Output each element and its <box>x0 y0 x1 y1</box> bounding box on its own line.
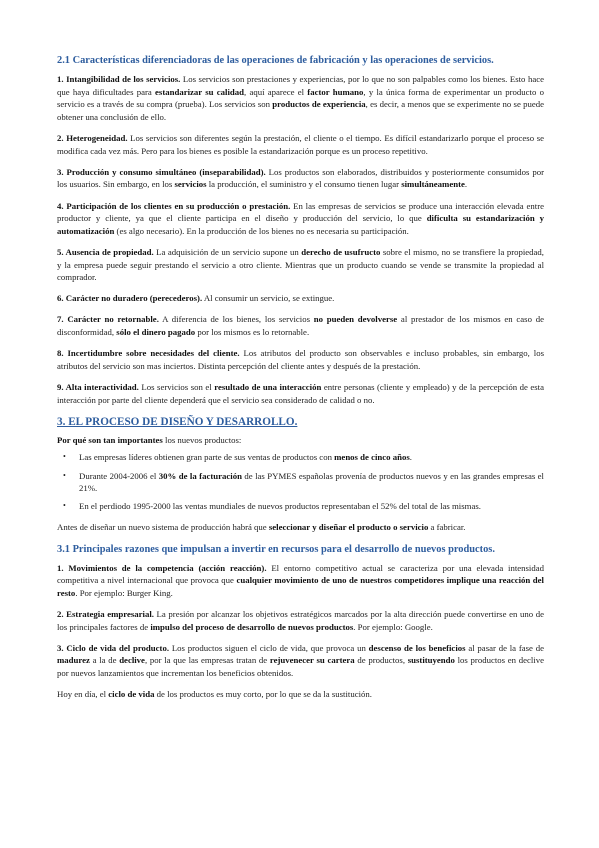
text-run: En el perdiodo 1995-2000 las ventas mundiales de nuevos productos representaban el 52% del total de las mismas. <box>79 501 481 512</box>
bold-text: servicios <box>174 179 207 190</box>
text-run: sobre el mismo, no se transfiere la propiedad, y la empresa puede seguir prestando el servicio a otro cliente. Mientras que un producto cuando se vende se transmite la propiedad al comprador. <box>57 246 544 283</box>
text-run: Durante 2004-2006 el <box>79 470 159 481</box>
text-run: , aquí aparece el <box>244 86 308 97</box>
characteristic-paragraph <box>57 246 544 284</box>
bold-text: estandarizar su calidad <box>155 86 245 97</box>
bold-text: dificulta su estandarización y automatización <box>57 213 544 236</box>
bold-text: Por qué son tan importantes <box>57 434 163 445</box>
text-run: de las PYMES españolas provenía de productos nuevos y en las grandes empresas el 21%. <box>79 470 544 494</box>
reason-paragraph <box>57 562 544 600</box>
bold-text: simultáneamente <box>401 179 465 190</box>
bold-text: cualquier movimiento de uno de nuestros competidores implique una reacción del resto <box>57 575 544 598</box>
bold-text: impulso del proceso de desarrollo de nuevos productos <box>150 621 354 632</box>
text-run: de los productos es muy corto, por lo que se da la sustitución. <box>154 689 372 700</box>
bold-text: 5. Ausencia de propiedad. <box>57 246 154 257</box>
text-run: la producción, el suministro y el consumo tienen lugar <box>206 179 402 190</box>
bold-text: 6. Carácter no duradero (perecederos). <box>57 293 203 304</box>
text-run: Los atributos del producto son observables e incluso probables, sin embargo, los atributos del servicio son mas inciertos. Distinta percepción del cliente antes y después de la prestación. <box>57 348 544 371</box>
section-2-1-list <box>57 73 544 406</box>
text-run: los productos en declive por nuevos lanzamientos que incrementan los beneficios obtenidos. <box>57 655 544 678</box>
characteristic-paragraph <box>57 132 544 157</box>
text-run: a la de <box>89 655 120 666</box>
reason-paragraph <box>57 608 544 633</box>
bold-text: descenso de los beneficios <box>368 642 466 653</box>
text-run: . Por ejemplo: Google. <box>353 621 433 632</box>
section-3-1-list <box>57 562 544 701</box>
text-run: . <box>409 452 412 463</box>
bullet-item <box>57 451 544 464</box>
characteristic-paragraph <box>57 73 544 123</box>
bold-text: productos de experiencia <box>272 99 366 110</box>
reason-paragraph <box>57 642 544 680</box>
bold-text: no pueden devolverse <box>313 314 398 325</box>
bold-text: menos de cinco años <box>334 452 410 463</box>
text-run: Al consumir un servicio, se extingue. <box>202 293 335 304</box>
text-run: a fabricar. <box>428 522 466 533</box>
characteristic-paragraph <box>57 292 544 305</box>
bold-text: madurez <box>57 655 90 666</box>
bullet-icon: • <box>63 501 66 511</box>
text-run: , y la única forma de experimentar un producto o servicio es a través de su compra (prueba). Los servicios son <box>57 86 544 110</box>
text-run: , por la que las empresas tratan de <box>144 655 270 666</box>
bold-text: 1. Movimientos de la competencia (acción reacción). <box>57 562 267 573</box>
bullet-item <box>57 500 544 513</box>
text-run: Los productos son elaborados, distribuidos y posteriormente consumidos por los usuarios. Sin embargo, en los <box>57 166 545 190</box>
section-3-bullet-list <box>57 451 544 512</box>
text-run: , es decir, a menos que se experimente no se puede obtener una conclusión de ello. <box>57 99 545 122</box>
bold-text: sólo el dinero pagado <box>116 327 196 338</box>
bold-text: declive <box>119 655 145 666</box>
bold-text: 9. Alta interactividad. <box>57 382 139 393</box>
bold-text: ciclo de vida <box>108 689 155 700</box>
text-run: Antes de diseñar un nuevo sistema de producción habrá que <box>57 522 269 533</box>
bold-text: 7. Carácter no retornable. <box>57 314 159 325</box>
bold-text: 3. Producción y consumo simultáneo (inseparabilidad). <box>57 166 266 177</box>
text-run: A diferencia de los bienes, los servicios <box>158 314 314 325</box>
text-run: al pasar de la fase de <box>465 642 544 653</box>
section-3-intro <box>57 434 544 447</box>
text-run: La presión por alcanzar los objetivos estratégicos marcados por la alta dirección puede convertirse en uno de los principales factores de <box>57 608 544 632</box>
bullet-icon: • <box>63 470 66 480</box>
text-run: los nuevos productos: <box>162 434 242 445</box>
section-2-1-heading: 2.1 Características diferenciadoras de las operaciones de fabricación y las operaciones de servicios. <box>57 55 494 66</box>
bold-text: 30% de la facturación <box>158 470 242 481</box>
bold-text: derecho de usufructo <box>301 246 381 257</box>
text-run: Los productos siguen el ciclo de vida, que provoca un <box>169 642 369 653</box>
bold-text: 1. Intangibilidad de los servicios. <box>57 74 181 84</box>
text-run: Las empresas líderes obtienen gran parte de sus ventas de productos con <box>79 452 335 463</box>
bold-text: 8. Incertidumbre sobre necesidades del cliente. <box>57 348 240 359</box>
text-run: La adquisición de un servicio supone un <box>153 246 302 257</box>
text-run: . Por ejemplo: Burger King. <box>75 587 173 598</box>
text-run: Los servicios son el <box>138 382 215 393</box>
characteristic-paragraph <box>57 347 544 372</box>
text-run: entre personas (cliente y empleado) y de la percepción de esta interacción por parte del cliente dependerá que el servicio sea considerado de calidad o no. <box>57 382 544 405</box>
section-3-heading: 3. EL PROCESO DE DISEÑO Y DESARROLLO. <box>57 415 298 428</box>
characteristic-paragraph <box>57 166 544 191</box>
bold-text: 4. Participación de los clientes en su producción o prestación. <box>57 200 291 211</box>
section-3-1-heading: 3.1 Principales razones que impulsan a invertir en recursos para el desarrollo de nuevos productos. <box>57 543 495 555</box>
text-run: . <box>464 179 468 190</box>
bold-text: 2. Estrategia empresarial. <box>57 608 154 619</box>
bold-text: factor humano <box>307 86 364 97</box>
document-page <box>57 54 544 709</box>
text-run: Hoy en día, el <box>57 689 109 700</box>
bold-text: seleccionar y diseñar el producto o servicio <box>268 522 429 533</box>
text-run: por los mismos es lo retornable. <box>195 327 310 338</box>
bullet-item <box>57 470 544 495</box>
text-run: Los servicios son diferentes según la prestación, el cliente o el tiempo. Es difícil estandarizarlo porque el proceso se modifica cada vez más. Pero para los bienes es posible la estandarización porque es un proceso repetitivo. <box>57 132 544 156</box>
characteristic-paragraph <box>57 313 544 338</box>
bold-text: rejuvenecer su cartera <box>269 655 355 666</box>
characteristic-paragraph <box>57 381 544 406</box>
text-run: al prestador de los mismos en caso de disconformidad, <box>57 314 544 338</box>
bold-text: sustituyendo <box>407 655 455 666</box>
text-run: (es algo necesario). En la producción de los bienes no es necesaria su participación. <box>114 225 409 236</box>
bullet-icon: • <box>63 452 66 462</box>
bold-text: resultado de una interacción <box>214 382 322 393</box>
bold-text: 2. Heterogeneidad. <box>57 132 128 143</box>
text-run: Los servicios son prestaciones y experiencias, por lo que no son palpables como los bienes. Esto hace que haya dificultades para <box>57 74 544 97</box>
text-run: El entorno competitivo actual se caracteriza por una elevada intensidad competitiva a nivel internacional que provoca que <box>57 562 544 586</box>
reason-paragraph <box>57 688 544 701</box>
section-3-closing <box>57 521 544 534</box>
bold-text: 3. Ciclo de vida del producto. <box>57 642 170 653</box>
text-run: de productos, <box>354 655 408 666</box>
text-run: En las empresas de servicios se produce una interacción elevada entre productor y cliente, ya que el cliente participa en el diseño y producción del servicio, lo que <box>57 200 545 224</box>
characteristic-paragraph <box>57 200 544 238</box>
